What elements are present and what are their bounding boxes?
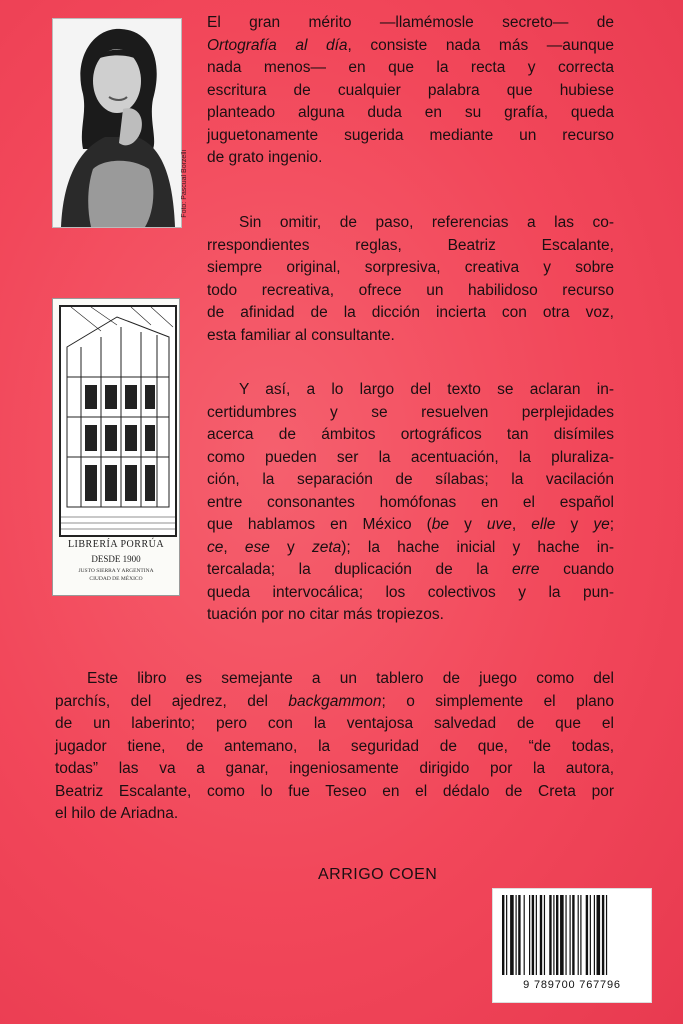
paragraph-line: jugador tiene, de antemano, la seguridad de que, “de todas, — [55, 737, 614, 755]
paragraph-line: nada menos— en que la recta y correcta — [207, 59, 614, 76]
review-author: ARRIGO COEN — [318, 866, 438, 883]
paragraph-line: queda intervocálica; los colectivos y la pun- — [207, 583, 614, 601]
isbn-number: 9 789700 767796 — [523, 979, 621, 991]
paragraph-line: Ortografía al día, consiste nada más —aunque — [207, 36, 614, 54]
paragraph-line: certidumbres y se resuelven perplejidades — [207, 403, 614, 421]
author-photo — [52, 18, 182, 228]
paragraph-line: ción, la separación de sílabas; la vacilación — [207, 471, 614, 488]
paragraph-line: Y así, a lo largo del texto se aclaran in- — [239, 381, 614, 398]
bookstore-stamp — [52, 298, 180, 596]
paragraph-line: planteado alguna duda en su grafía, queda — [207, 104, 614, 121]
paragraph-line: tercalada; la duplicación de la erre cuando — [207, 561, 614, 578]
paragraph-line: siempre original, sorpresiva, creativa y sobre — [207, 259, 614, 276]
paragraph-line: esta familiar al consultante. — [207, 326, 395, 344]
paragraph-2 — [207, 212, 614, 347]
stamp-since: DESDE 1900 — [91, 554, 141, 564]
paragraph-line: entre consonantes homófonas en el español — [207, 493, 614, 511]
paragraph-line: de afinidad de la dicción incierta con otra voz, — [207, 304, 614, 321]
barcode-bars — [502, 895, 642, 979]
paragraph-line: juguetonamente sugerida mediante un recurso — [207, 126, 614, 144]
paragraph-line: parchís, del ajedrez, del backgammon; o simplemente el plano — [55, 692, 614, 710]
paragraph-line: El gran mérito —llamémosle secreto— de — [207, 14, 614, 31]
paragraph-line: Beatriz Escalante, como lo fue Teseo en el dédalo de Creta por — [55, 782, 614, 800]
paragraph-line: rrespondientes reglas, Beatriz Escalante, — [207, 236, 614, 254]
isbn-barcode — [492, 888, 652, 1003]
paragraph-line: tuación por no citar más tropiezos. — [207, 606, 444, 623]
paragraph-line: todo recreativa, ofrece un habilidoso recurso — [207, 281, 614, 299]
photo-credit: Foto: Pascual Borzelli — [181, 150, 188, 218]
paragraph-line: que hablamos en México (be y uve, elle y ye; — [207, 516, 614, 533]
building-illustration — [59, 305, 177, 537]
stamp-address-line-2: CIUDAD DE MÉXICO — [89, 576, 143, 582]
paragraph-line: el hilo de Ariadna. — [55, 805, 179, 822]
paragraph-4 — [55, 668, 614, 826]
paragraph-line: de grato ingenio. — [207, 149, 323, 166]
stamp-address-line-1: JUSTO SIERRA Y ARGENTINA — [78, 568, 154, 574]
paragraph-line: ce, ese y zeta); la hache inicial y hache in- — [207, 538, 614, 556]
stamp-title: LIBRERÍA PORRÚA — [67, 539, 165, 550]
paragraph-line: Sin omitir, de paso, referencias a las co- — [239, 214, 614, 231]
paragraph-line: Este libro es semejante a un tablero de juego como del — [87, 670, 614, 687]
paragraph-1 — [207, 12, 614, 170]
paragraph-line: como pueden ser la acentuación, la pluraliza- — [207, 448, 614, 466]
paragraph-line: acerca de ámbitos ortográficos tan disímiles — [207, 426, 614, 443]
paragraph-line: todas” las va a ganar, ingeniosamente dirigido por la autora, — [55, 760, 614, 777]
paragraph-line: escritura de cualquier palabra que hubiese — [207, 81, 614, 99]
paragraph-line: de un laberinto; pero con la ventajosa salvedad de que el — [55, 715, 614, 732]
paragraph-3 — [207, 379, 614, 627]
portrait-image — [53, 19, 181, 227]
